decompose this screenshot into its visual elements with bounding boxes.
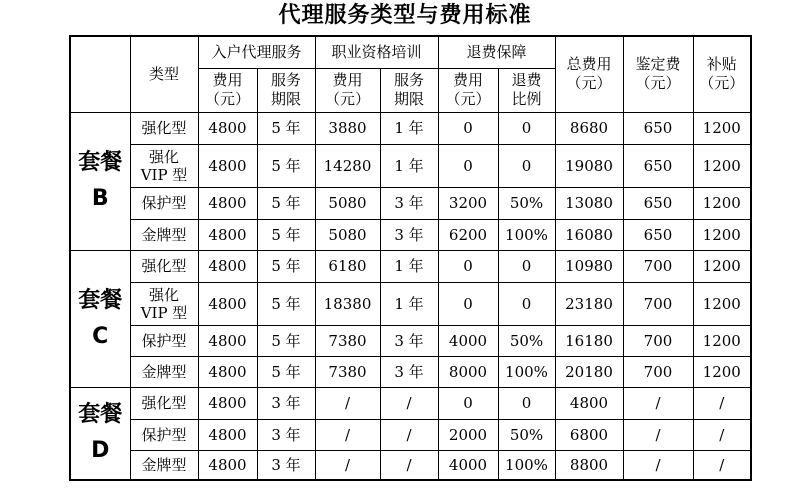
training-term-cell: / bbox=[380, 387, 438, 419]
appraisal-fee-cell: / bbox=[623, 387, 693, 419]
table-row bbox=[70, 282, 751, 325]
training-term-cell: 1 年 bbox=[380, 144, 438, 187]
training-fee-cell: 7380 bbox=[315, 356, 380, 387]
training-fee-cell: 7380 bbox=[315, 325, 380, 356]
type-cell bbox=[130, 219, 198, 250]
appraisal-fee-cell: 700 bbox=[623, 325, 693, 356]
table-row bbox=[70, 325, 751, 356]
fee-table bbox=[69, 35, 752, 481]
header-group-agency-service: 入户代理服务 bbox=[198, 36, 315, 68]
refund-ratio-cell: 50% bbox=[498, 325, 555, 356]
subsidy-cell: 1200 bbox=[693, 187, 751, 219]
appraisal-fee-cell: 650 bbox=[623, 187, 693, 219]
subsidy-cell: / bbox=[693, 387, 751, 419]
header-refund-fee: 费用 （元） bbox=[438, 68, 498, 112]
agency-fee-cell: 4800 bbox=[198, 450, 257, 480]
training-term-cell: 3 年 bbox=[380, 187, 438, 219]
agency-term-cell: 5 年 bbox=[257, 144, 315, 187]
agency-term-cell: 5 年 bbox=[257, 250, 315, 282]
total-fee-cell: 19080 bbox=[555, 144, 623, 187]
package-label-line: C bbox=[92, 323, 109, 349]
agency-term-cell: 5 年 bbox=[257, 282, 315, 325]
training-term-cell: 1 年 bbox=[380, 282, 438, 325]
header-type: 类型 bbox=[130, 36, 198, 112]
type-label-line: 强化型 bbox=[141, 257, 187, 275]
table-row bbox=[70, 219, 751, 250]
table-row bbox=[70, 419, 751, 450]
type-cell bbox=[130, 450, 198, 480]
table-row bbox=[70, 387, 751, 419]
agency-fee-cell: 4800 bbox=[198, 325, 257, 356]
total-fee-cell: 16180 bbox=[555, 325, 623, 356]
agency-term-cell: 5 年 bbox=[257, 325, 315, 356]
agency-fee-cell: 4800 bbox=[198, 356, 257, 387]
refund-fee-cell: 0 bbox=[438, 112, 498, 144]
total-fee-cell: 8800 bbox=[555, 450, 623, 480]
type-cell bbox=[130, 419, 198, 450]
fee-table-body bbox=[70, 36, 751, 480]
refund-ratio-cell: 0 bbox=[498, 112, 555, 144]
type-label-line: 强化型 bbox=[141, 394, 187, 412]
refund-ratio-cell: 100% bbox=[498, 356, 555, 387]
type-cell bbox=[130, 356, 198, 387]
refund-ratio-cell: 0 bbox=[498, 387, 555, 419]
type-cell bbox=[130, 112, 198, 144]
training-term-cell: 3 年 bbox=[380, 356, 438, 387]
training-term-cell: 3 年 bbox=[380, 325, 438, 356]
subsidy-cell: 1200 bbox=[693, 250, 751, 282]
package-label bbox=[70, 112, 130, 250]
type-label-line: 强化 bbox=[148, 147, 179, 166]
refund-fee-cell: 0 bbox=[438, 250, 498, 282]
type-label-line: VIP 型 bbox=[140, 303, 188, 322]
type-label-line: 保护型 bbox=[141, 425, 187, 444]
refund-fee-cell: 3200 bbox=[438, 187, 498, 219]
appraisal-fee-cell: 700 bbox=[623, 282, 693, 325]
appraisal-fee-cell: / bbox=[623, 419, 693, 450]
type-cell bbox=[130, 282, 198, 325]
agency-fee-cell: 4800 bbox=[198, 419, 257, 450]
header-subsidy: 补贴 （元） bbox=[693, 36, 751, 112]
header-group-refund-guarantee: 退费保障 bbox=[438, 36, 555, 68]
header-appraisal-fee: 鉴定费 （元） bbox=[623, 36, 693, 112]
agency-fee-cell: 4800 bbox=[198, 250, 257, 282]
refund-fee-cell: 8000 bbox=[438, 356, 498, 387]
package-label-line: 套餐 bbox=[78, 287, 123, 313]
appraisal-fee-cell: 650 bbox=[623, 144, 693, 187]
refund-ratio-cell: 50% bbox=[498, 419, 555, 450]
refund-fee-cell: 2000 bbox=[438, 419, 498, 450]
agency-fee-cell: 4800 bbox=[198, 112, 257, 144]
page-title: 代理服务类型与费用标准 bbox=[278, 3, 532, 28]
header-package-corner bbox=[70, 36, 130, 112]
training-fee-cell: 6180 bbox=[315, 250, 380, 282]
header-row-1 bbox=[70, 36, 751, 68]
training-fee-cell: / bbox=[315, 419, 380, 450]
appraisal-fee-cell: 650 bbox=[623, 219, 693, 250]
refund-fee-cell: 0 bbox=[438, 387, 498, 419]
table-row bbox=[70, 112, 751, 144]
refund-ratio-cell: 0 bbox=[498, 144, 555, 187]
agency-fee-cell: 4800 bbox=[198, 282, 257, 325]
agency-term-cell: 5 年 bbox=[257, 356, 315, 387]
type-label-line: 保护型 bbox=[141, 194, 187, 212]
total-fee-cell: 16080 bbox=[555, 219, 623, 250]
table-row bbox=[70, 356, 751, 387]
total-fee-cell: 8680 bbox=[555, 112, 623, 144]
subsidy-cell: / bbox=[693, 450, 751, 480]
type-label-line: 强化型 bbox=[141, 119, 187, 137]
package-label bbox=[70, 387, 130, 480]
total-fee-cell: 6800 bbox=[555, 419, 623, 450]
type-cell bbox=[130, 250, 198, 282]
total-fee-cell: 20180 bbox=[555, 356, 623, 387]
refund-fee-cell: 0 bbox=[438, 282, 498, 325]
agency-term-cell: 3 年 bbox=[257, 450, 315, 480]
training-term-cell: 3 年 bbox=[380, 219, 438, 250]
appraisal-fee-cell: / bbox=[623, 450, 693, 480]
total-fee-cell: 23180 bbox=[555, 282, 623, 325]
subsidy-cell: 1200 bbox=[693, 144, 751, 187]
table-row bbox=[70, 187, 751, 219]
total-fee-cell: 13080 bbox=[555, 187, 623, 219]
type-cell bbox=[130, 187, 198, 219]
training-fee-cell: / bbox=[315, 450, 380, 480]
type-label-line: 金牌型 bbox=[141, 455, 187, 474]
refund-ratio-cell: 0 bbox=[498, 282, 555, 325]
package-label-line: 套餐 bbox=[78, 402, 123, 428]
agency-term-cell: 5 年 bbox=[257, 112, 315, 144]
table-row bbox=[70, 450, 751, 480]
refund-ratio-cell: 50% bbox=[498, 187, 555, 219]
training-term-cell: / bbox=[380, 450, 438, 480]
training-fee-cell: 18380 bbox=[315, 282, 380, 325]
type-cell bbox=[130, 325, 198, 356]
refund-ratio-cell: 100% bbox=[498, 450, 555, 480]
subsidy-cell: 1200 bbox=[693, 356, 751, 387]
training-fee-cell: 5080 bbox=[315, 187, 380, 219]
header-training-term: 服务 期限 bbox=[380, 68, 438, 112]
type-label-line: VIP 型 bbox=[140, 165, 188, 184]
subsidy-cell: 1200 bbox=[693, 219, 751, 250]
type-cell bbox=[130, 144, 198, 187]
agency-term-cell: 5 年 bbox=[257, 219, 315, 250]
appraisal-fee-cell: 650 bbox=[623, 112, 693, 144]
training-term-cell: / bbox=[380, 419, 438, 450]
training-fee-cell: 3880 bbox=[315, 112, 380, 144]
agency-term-cell: 5 年 bbox=[257, 187, 315, 219]
header-agency-term: 服务 期限 bbox=[257, 68, 315, 112]
agency-fee-cell: 4800 bbox=[198, 144, 257, 187]
subsidy-cell: 1200 bbox=[693, 325, 751, 356]
training-term-cell: 1 年 bbox=[380, 112, 438, 144]
subsidy-cell: / bbox=[693, 419, 751, 450]
package-label-line: D bbox=[91, 438, 110, 464]
package-label-line: 套餐 bbox=[78, 150, 123, 175]
agency-fee-cell: 4800 bbox=[198, 187, 257, 219]
refund-fee-cell: 6200 bbox=[438, 219, 498, 250]
refund-fee-cell: 4000 bbox=[438, 450, 498, 480]
training-term-cell: 1 年 bbox=[380, 250, 438, 282]
subsidy-cell: 1200 bbox=[693, 112, 751, 144]
appraisal-fee-cell: 700 bbox=[623, 250, 693, 282]
appraisal-fee-cell: 700 bbox=[623, 356, 693, 387]
total-fee-cell: 10980 bbox=[555, 250, 623, 282]
type-label-line: 强化 bbox=[148, 285, 179, 304]
agency-term-cell: 3 年 bbox=[257, 419, 315, 450]
package-label-line: B bbox=[91, 186, 109, 211]
total-fee-cell: 4800 bbox=[555, 387, 623, 419]
training-fee-cell: 5080 bbox=[315, 219, 380, 250]
table-row bbox=[70, 144, 751, 187]
type-label-line: 金牌型 bbox=[141, 362, 187, 381]
refund-ratio-cell: 0 bbox=[498, 250, 555, 282]
training-fee-cell: / bbox=[315, 387, 380, 419]
type-label-line: 保护型 bbox=[141, 331, 187, 350]
agency-fee-cell: 4800 bbox=[198, 219, 257, 250]
refund-ratio-cell: 100% bbox=[498, 219, 555, 250]
agency-fee-cell: 4800 bbox=[198, 387, 257, 419]
table-row bbox=[70, 250, 751, 282]
refund-fee-cell: 0 bbox=[438, 144, 498, 187]
header-training-fee: 费用 （元） bbox=[315, 68, 380, 112]
type-label-line: 金牌型 bbox=[141, 225, 187, 244]
package-label bbox=[70, 250, 130, 387]
type-cell bbox=[130, 387, 198, 419]
training-fee-cell: 14280 bbox=[315, 144, 380, 187]
subsidy-cell: 1200 bbox=[693, 282, 751, 325]
header-agency-fee: 费用 （元） bbox=[198, 68, 257, 112]
agency-term-cell: 3 年 bbox=[257, 387, 315, 419]
header-refund-ratio: 退费 比例 bbox=[498, 68, 555, 112]
refund-fee-cell: 4000 bbox=[438, 325, 498, 356]
header-group-qualification-training: 职业资格培训 bbox=[315, 36, 438, 68]
header-total-fee: 总费用 （元） bbox=[555, 36, 623, 112]
